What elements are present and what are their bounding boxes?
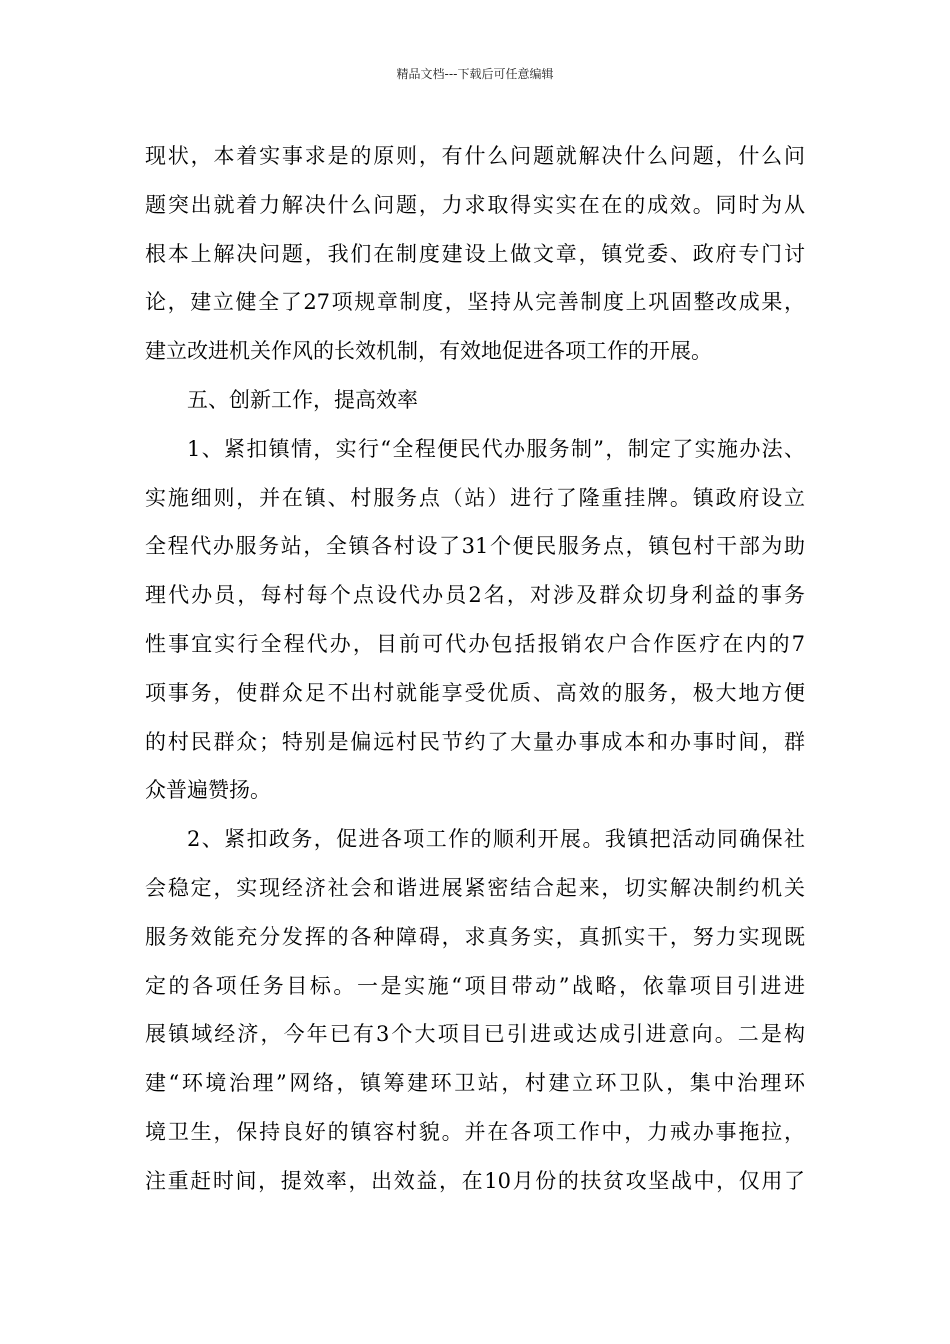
text-line: 建立改进机关作风的长效机制，有效地促进各项工作的开展。 — [145, 339, 712, 364]
text-line: 的村民群众；特别是偏远村民节约了大量办事成本和办事时间，群 — [145, 729, 805, 754]
text-line: 建“环境治理”网络，镇筹建环卫站，村建立环卫队，集中治理环 — [145, 1071, 805, 1096]
text-line: 会稳定，实现经济社会和谐进展紧密结合起来，切实解决制约机关 — [145, 875, 805, 900]
text-line: 理代办员，每村每个点设代办员2名，对涉及群众切身利益的事务 — [145, 583, 805, 608]
text-line: 服务效能充分发挥的各种障碍，求真务实，真抓实干，努力实现既 — [145, 924, 805, 949]
text-line: 展镇域经济，今年已有3个大项目已引进或达成引进意向。二是构 — [145, 1022, 805, 1047]
section-heading: 五、创新工作，提高效率 — [187, 387, 418, 412]
text-line: 境卫生，保持良好的镇容村貌。并在各项工作中，力戒办事拖拉， — [145, 1119, 805, 1144]
text-line: 2、紧扣政务，促进各项工作的顺利开展。我镇把活动同确保社 — [187, 827, 805, 852]
text-line: 项事务，使群众足不出村就能享受优质、高效的服务，极大地方便 — [145, 680, 805, 705]
text-line: 题突出就着力解决什么问题，力求取得实实在在的成效。同时为从 — [145, 192, 805, 217]
text-line: 定的各项任务目标。一是实施“项目带动”战略，依靠项目引进进 — [145, 973, 805, 998]
text-line: 注重赶时间，提效率，出效益，在10月份的扶贫攻坚战中，仅用了 — [145, 1168, 805, 1193]
text-line: 性事宜实行全程代办，目前可代办包括报销农户合作医疗在内的7 — [145, 631, 805, 656]
document-body — [145, 132, 805, 1206]
text-line: 现状，本着实事求是的原则，有什么问题就解决什么问题，什么问 — [145, 144, 805, 168]
text-line: 根本上解决问题，我们在制度建设上做文章，镇党委、政府专门讨 — [145, 241, 805, 266]
text-line: 全程代办服务站，全镇各村设了31个便民服务点，镇包村干部为助 — [145, 534, 805, 559]
text-line: 众普遍赞扬。 — [145, 778, 271, 803]
text-line: 论，建立健全了27项规章制度，坚持从完善制度上巩固整改成果， — [145, 290, 805, 315]
page-header: 精品文档---下载后可任意编辑 — [396, 67, 554, 81]
text-line: 实施细则，并在镇、村服务点（站）进行了隆重挂牌。镇政府设立 — [145, 485, 805, 510]
text-line: 1、紧扣镇情，实行“全程便民代办服务制”，制定了实施办法、 — [187, 436, 805, 461]
